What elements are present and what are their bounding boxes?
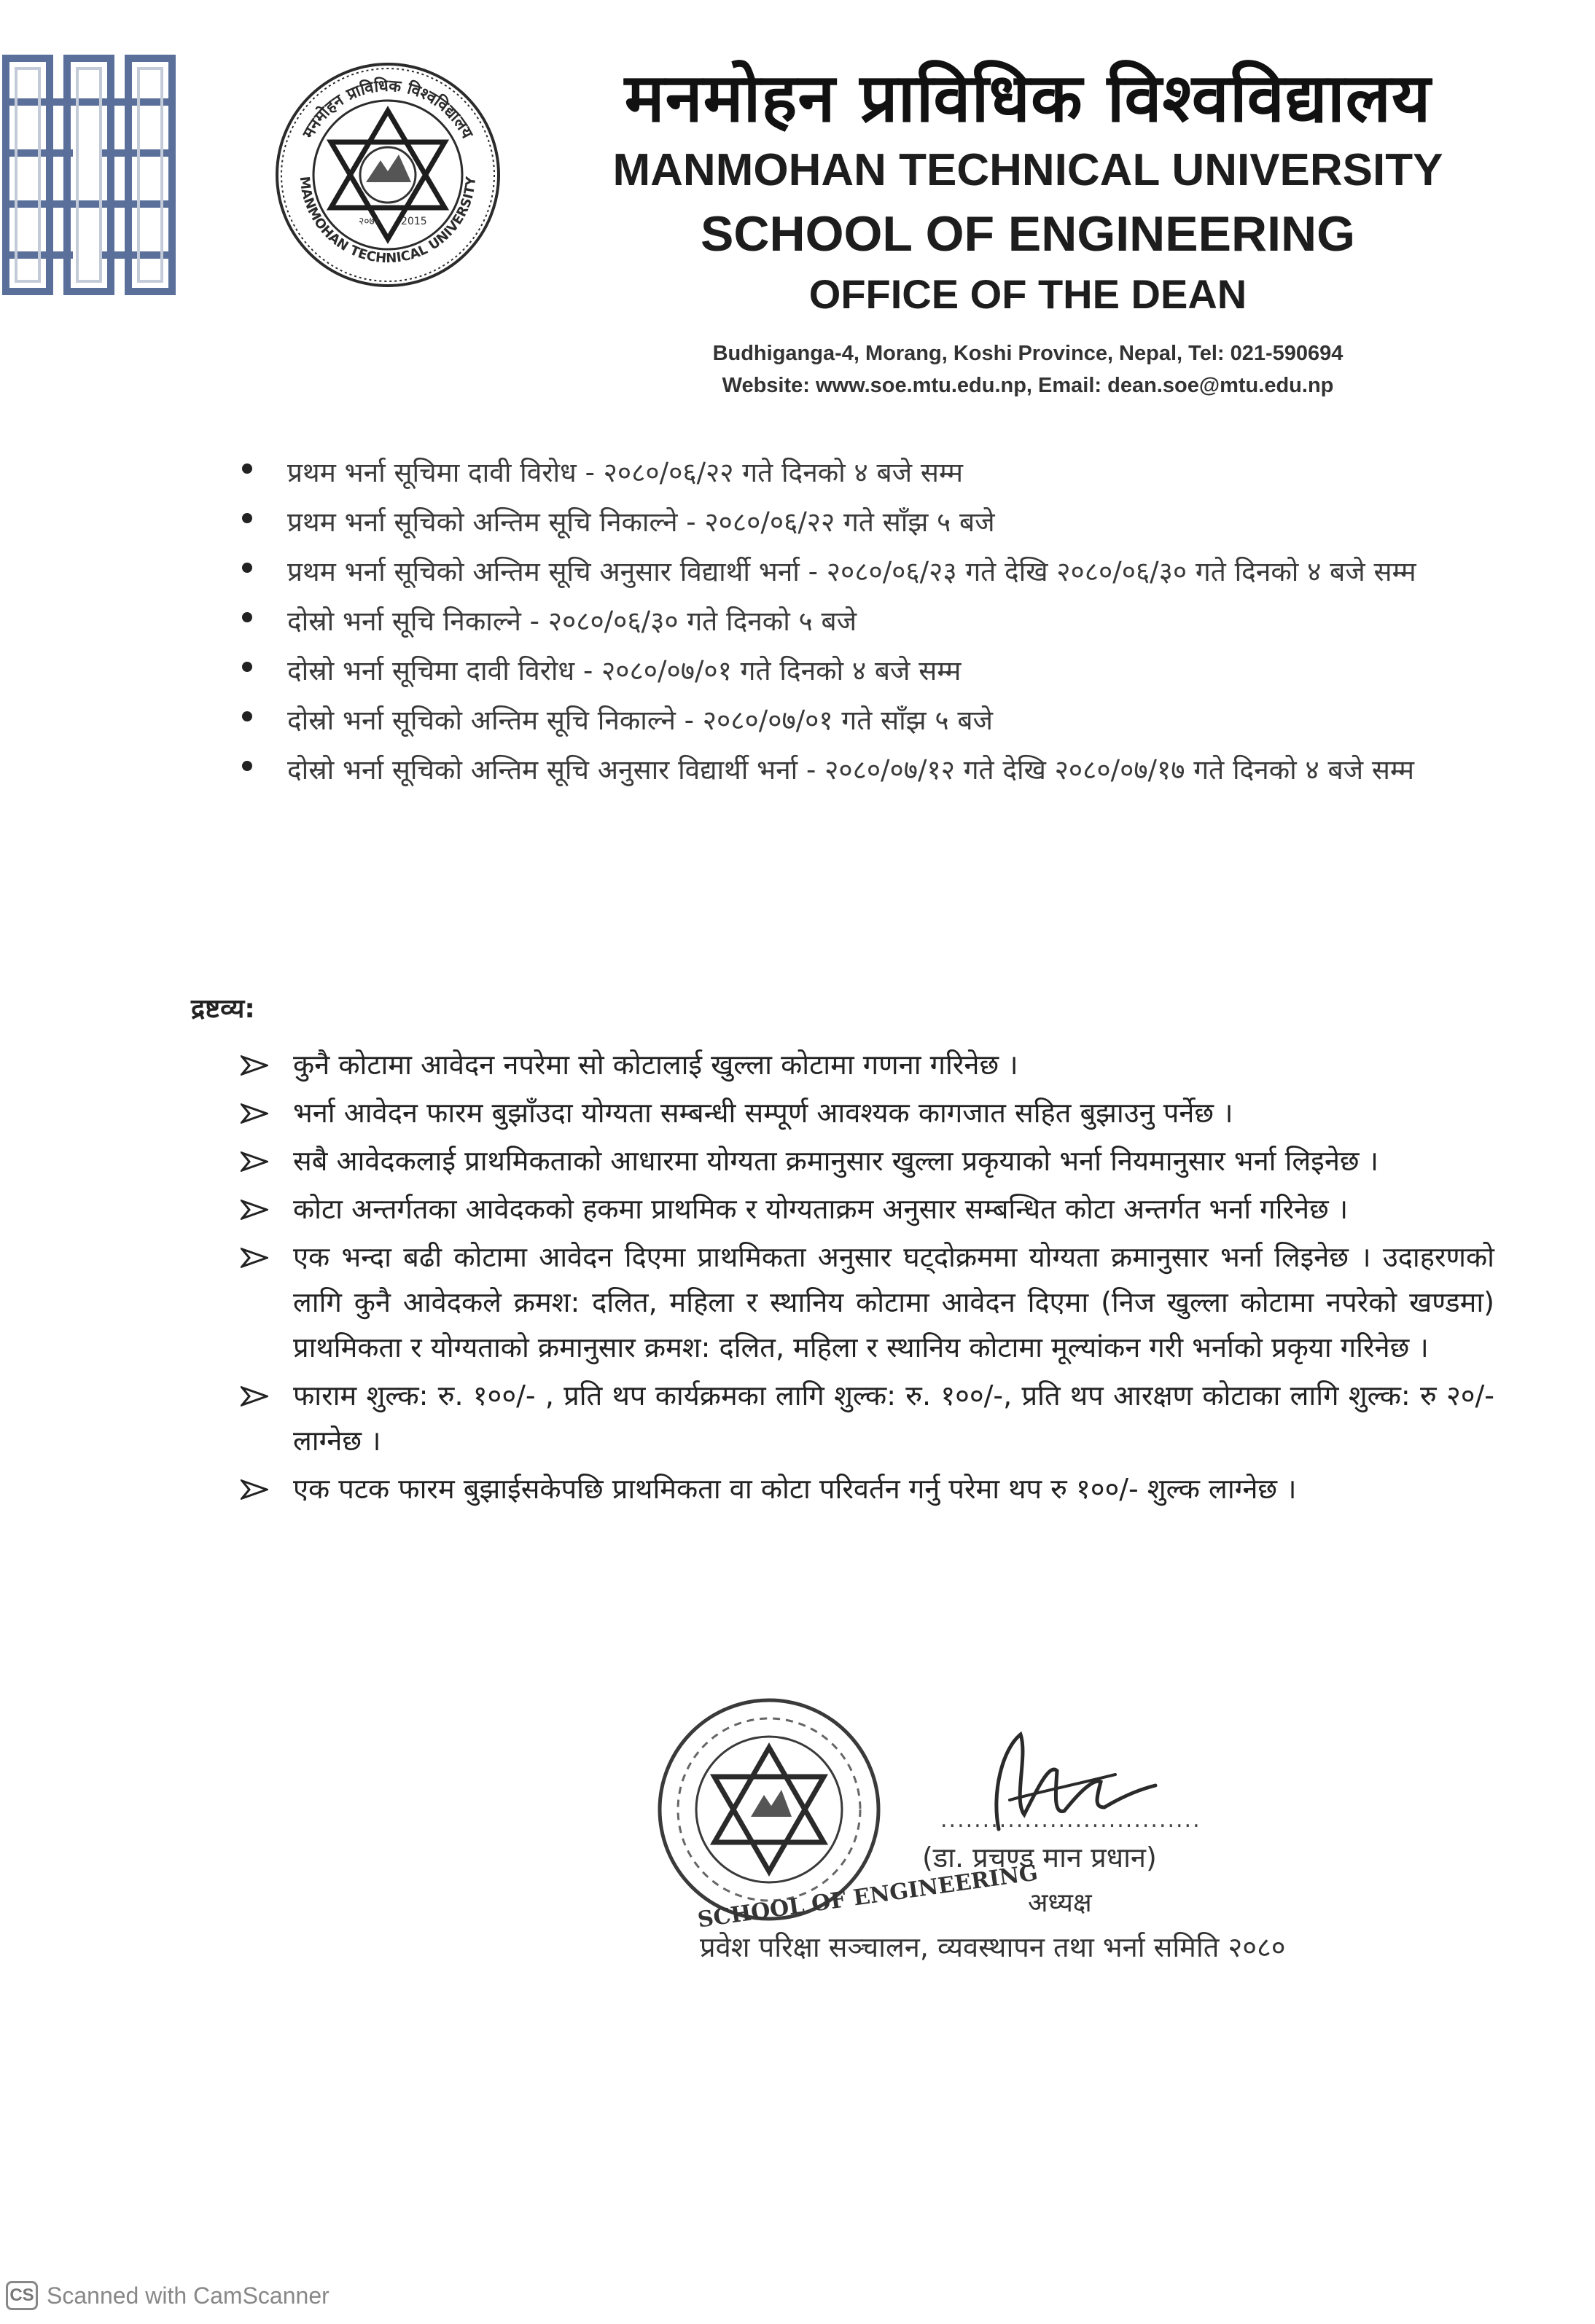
arrow-bullet-icon: [241, 1248, 268, 1268]
stamp-label: SCHOOL OF ENGINEERING: [695, 1860, 1040, 1933]
schedule-item: दोस्रो भर्ना सूचिको अन्तिम सूचि अनुसार विद्यार्थी भर्ना - २०८०/०७/१२ गते देखि २०८०/०७/१७ गते दिनको ४ बजे सम्म: [232, 748, 1486, 793]
note-item: कुनै कोटामा आवेदन नपरेमा सो कोटालाई खुल्ला कोटामा गणना गरिनेछ ।: [241, 1042, 1494, 1087]
svg-text:२०७१: २०७१: [359, 216, 381, 227]
arrow-bullet-icon: [241, 1386, 268, 1406]
school-name: SCHOOL OF ENGINEERING: [701, 206, 1355, 262]
svg-text:MANMOHAN TECHNICAL UNIVERSITY: MANMOHAN TECHNICAL UNIVERSITY: [296, 176, 480, 267]
svg-text:मनमोहन प्राविधिक विश्वविद्यालय: मनमोहन प्राविधिक विश्वविद्यालय: [299, 77, 477, 142]
bullet-icon: [242, 463, 252, 474]
schedule-item: दोस्रो भर्ना सूचिमा दावी विरोध - २०८०/०७/०१ गते दिनको ४ बजे सम्म: [232, 649, 1486, 694]
schedule-item: दोस्रो भर्ना सूचिको अन्तिम सूचि निकाल्ने - २०८०/०७/०१ गते साँझ ५ बजे: [232, 698, 1486, 743]
note-item: एक भन्दा बढी कोटामा आवेदन दिएमा प्राथमिकता अनुसार घट्दोक्रममा योग्यता क्रमानुसार भर्ना लिइनेछ । उदाहरणको लागि कुनै आवेदकले क्रमश: दलित, महिला र स्थानिय कोटामा आवेदन दिएमा (निज खुल्ला कोटामा नपरेको खण्डमा) प्राथमिकता र योग्यताको क्रमानुसार क्रमश: दलित, महिला र स्थानिय कोटामा मूल्यांकन गरी भर्नाको प्रकृया गरिनेछ ।: [241, 1235, 1494, 1370]
committee-name: प्रवेश परिक्षा सञ्चालन, व्यवस्थापन तथा भर्ना समिति २०८०: [700, 1931, 1286, 1963]
arrow-bullet-icon: [241, 1200, 268, 1220]
office-name: OFFICE OF THE DEAN: [808, 271, 1247, 317]
note-item: भर्ना आवेदन फारम बुझाँउदा योग्यता सम्बन्धी सम्पूर्ण आवश्यक कागजात सहित बुझाउनु पर्नेछ ।: [241, 1090, 1494, 1135]
scanner-text: Scanned with CamScanner: [47, 2282, 329, 2309]
university-name-nepali: मनमोहन प्राविधिक विश्वविद्यालय: [624, 59, 1432, 137]
schedule-item: प्रथम भर्ना सूचिको अन्तिम सूचि निकाल्ने - २०८०/०६/२२ गते साँझ ५ बजे: [232, 500, 1486, 545]
admission-schedule-list: [232, 450, 1486, 797]
university-seal-icon: [271, 58, 504, 292]
schedule-item: दोस्रो भर्ना सूचि निकाल्ने - २०८०/०६/३० गते दिनको ५ बजे: [232, 599, 1486, 644]
arrow-bullet-icon: [241, 1479, 268, 1500]
note-item: फाराम शुल्क: रु. १००/- , प्रति थप कार्यक्रमका लागि शुल्क: रु. १००/-, प्रति थप आरक्षण कोटाका लागि शुल्क: रु २०/- लाग्नेछ ।: [241, 1373, 1494, 1463]
bullet-icon: [242, 711, 252, 721]
notes-list: [241, 1042, 1494, 1514]
signatory-title: अध्यक्ष: [1028, 1888, 1092, 1918]
bullet-icon: [242, 563, 252, 573]
corner-pattern-icon: [0, 51, 200, 299]
signatory-name: (डा. प्रचण्ड मान प्रधान): [922, 1842, 1157, 1874]
contact-line: Website: www.soe.mtu.edu.np, Email: dean.soe@mtu.edu.np: [722, 374, 1334, 397]
bullet-icon: [242, 513, 252, 523]
camscanner-logo-icon: CS: [6, 2281, 38, 2310]
note-item: कोटा अन्तर्गतका आवेदकको हकमा प्राथमिक र योग्यताक्रम अनुसार सम्बन्धित कोटा अन्तर्गत भर्ना गरिनेछ ।: [241, 1186, 1494, 1232]
note-item: सबै आवेदकलाई प्राथमिकताको आधारमा योग्यता क्रमानुसार खुल्ला प्रकृयाको भर्ना नियमानुसार भर्ना लिइनेछ ।: [241, 1138, 1494, 1183]
schedule-item: प्रथम भर्ना सूचिको अन्तिम सूचि अनुसार विद्यार्थी भर्ना - २०८०/०६/२३ गते देखि २०८०/०६/३० गते दिनको ४ बजे सम्म: [232, 549, 1486, 595]
bullet-icon: [242, 612, 252, 622]
schedule-item: प्रथम भर्ना सूचिमा दावी विरोध - २०८०/०६/२२ गते दिनको ४ बजे सम्म: [232, 450, 1486, 496]
address-line: Budhiganga-4, Morang, Koshi Province, Nepal, Tel: 021-590694: [712, 342, 1344, 365]
university-name: MANMOHAN TECHNICAL UNIVERSITY: [612, 145, 1443, 195]
bullet-icon: [242, 761, 252, 771]
arrow-bullet-icon: [241, 1055, 268, 1076]
svg-text:2015: 2015: [401, 216, 427, 227]
bullet-icon: [242, 662, 252, 672]
scanner-watermark: [6, 2281, 329, 2310]
arrow-bullet-icon: [241, 1151, 268, 1172]
notes-heading: द्रष्टव्य:: [191, 994, 255, 1024]
signature-line: ...............................: [940, 1807, 1201, 1833]
arrow-bullet-icon: [241, 1103, 268, 1124]
letterhead: [605, 55, 1451, 402]
note-item: एक पटक फारम बुझाईसकेपछि प्राथमिकता वा कोटा परिवर्तन गर्नु परेमा थप रु १००/- शुल्क लाग्नेछ ।: [241, 1466, 1494, 1511]
